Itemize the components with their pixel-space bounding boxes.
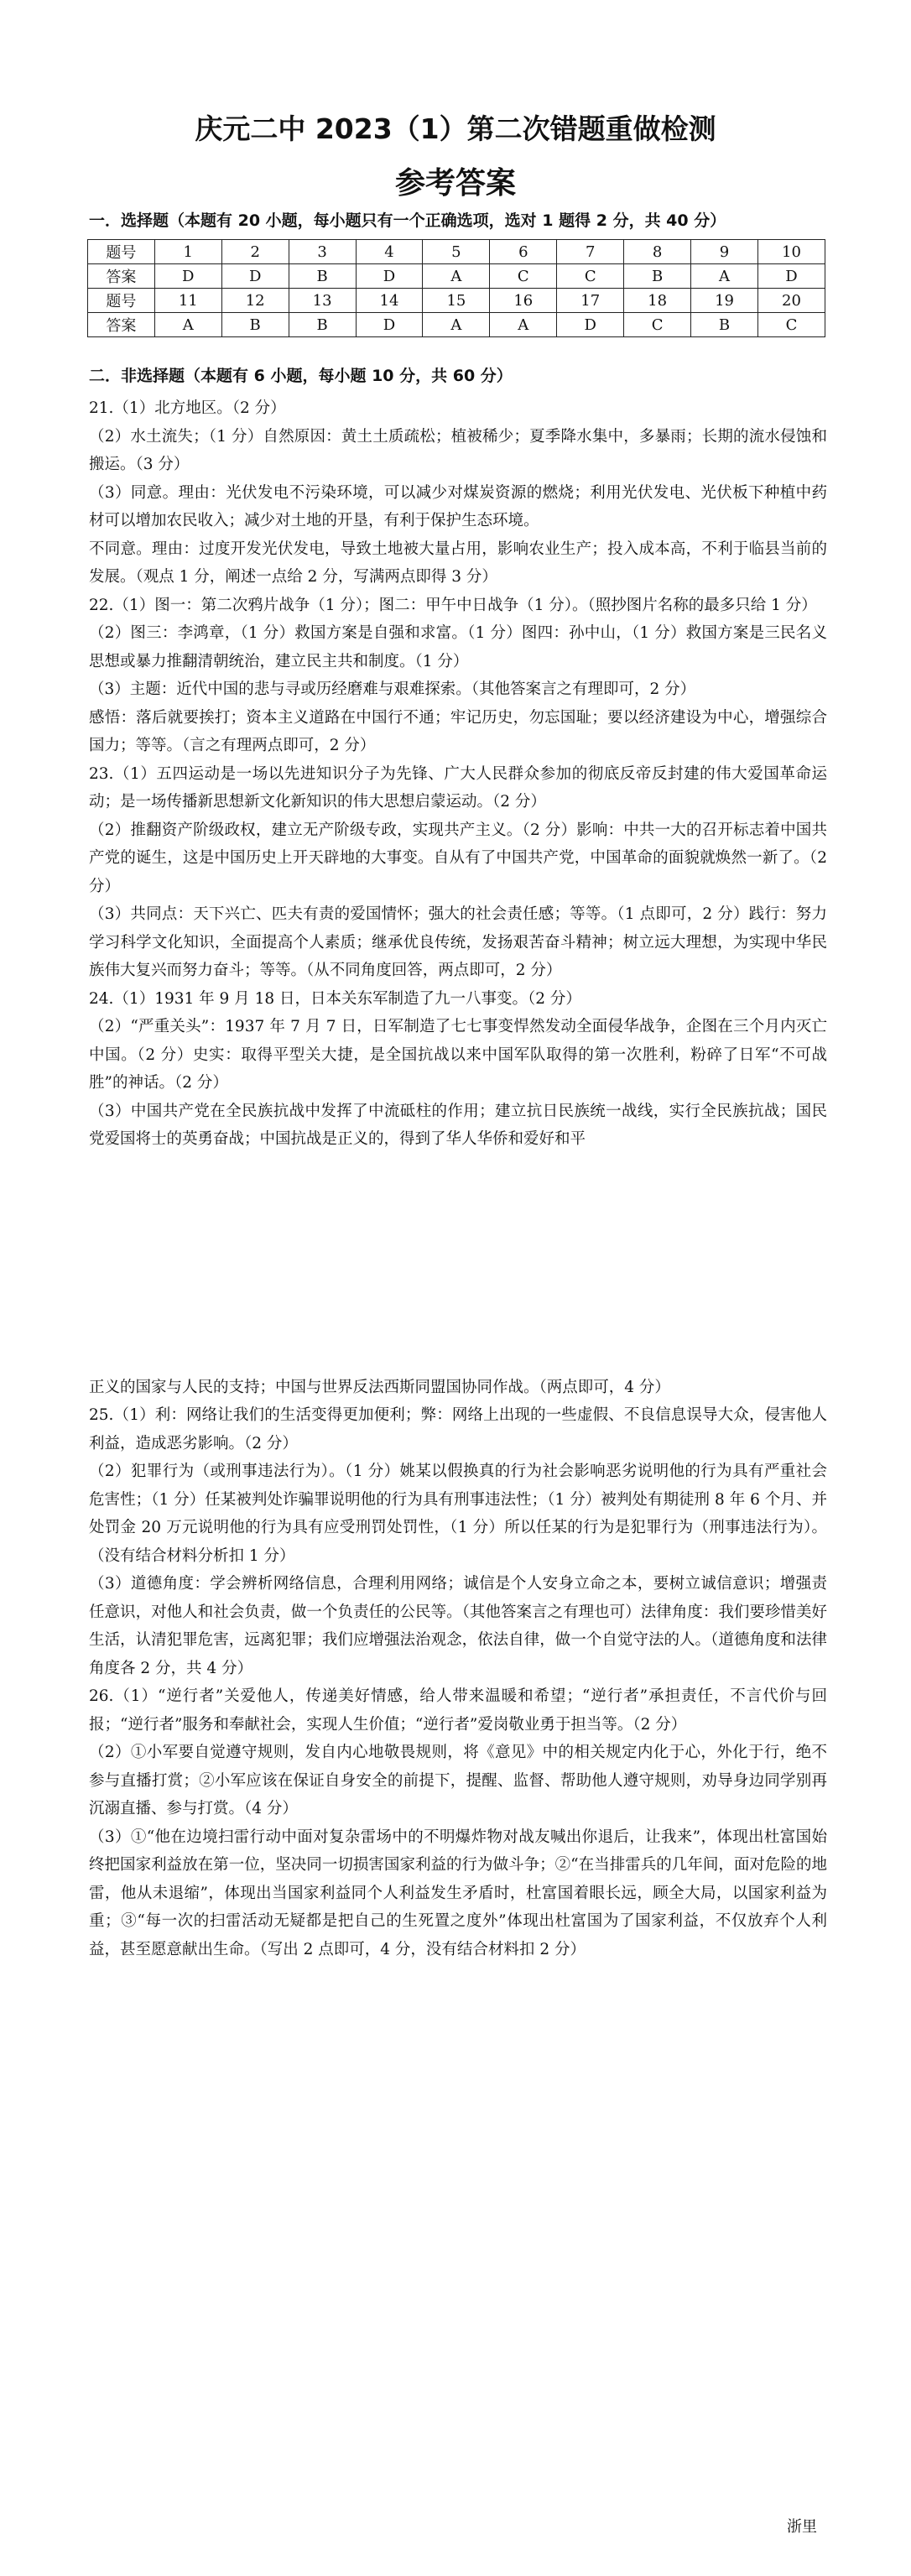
- paragraph: 不同意。理由：过度开发光伏发电，导致土地被大量占用，影响农业生产；投入成本高，不利于临县当前的发展。（观点 1 分，阐述一点给 2 分，写满两点即得 3 分）: [89, 540, 827, 586]
- table-cell: 18: [624, 289, 691, 313]
- table-cell: 3: [289, 240, 356, 264]
- table-cell: 9: [691, 240, 758, 264]
- paragraph: 感悟：落后就要挨打；资本主义道路在中国行不通；牢记历史，勿忘国耻；要以经济建设为中心，增强综合国力；等等。（言之有理两点即可，2 分）: [89, 708, 827, 754]
- paragraph: 23.（1）五四运动是一场以先进知识分子为先锋、广大人民群众参加的彻底反帝反封建的伟大爱国革命运动；是一场传播新思想新文化新知识的伟大思想启蒙运动。（2 分）: [89, 764, 827, 811]
- table-cell: 8: [624, 240, 691, 264]
- table-cell: 2: [221, 240, 289, 264]
- paragraph: （3）①“他在边境扫雷行动中面对复杂雷场中的不明爆炸物对战友喊出你退后，让我来”，体现出杜富国始终把国家利益放在第一位，坚决同一切损害国家利益的行为做斗争；②“在当排雷兵的几年间，面对危险的地雷，他从未退缩”，体现出当国家利益同个人利益发生矛盾时，杜富国着眼长远，顾全大局，以国家利益为重；③“每一次的扫雷活动无疑都是把自己的生死置之度外”体现出杜富国为了国家利益，不仅放弃个人利益，甚至愿意献出生命。（写出 2 点即可，4 分，没有结合材料扣 2 分）: [89, 1828, 827, 1958]
- table-cell: 6: [490, 240, 557, 264]
- table-cell: 5: [423, 240, 490, 264]
- table-cell: 16: [490, 289, 557, 313]
- table-cell: 14: [356, 289, 423, 313]
- table-cell: B: [691, 313, 758, 337]
- paragraph: （3）主题：近代中国的悲与寻或历经磨难与艰难探索。（其他答案言之有理即可，2 分）: [89, 681, 696, 698]
- table-cell: 题号: [88, 240, 155, 264]
- paragraph: （3）道德角度：学会辨析网络信息，合理利用网络；诚信是个人安身立命之本，要树立诚信意识；增强责任意识，对他人和社会负责，做一个负责任的公民等。（其他答案言之有理也可）法律角度：我们要珍惜美好生活，认清犯罪危害，远离犯罪；我们应增强法治观念，依法自律，做一个自觉守法的人。（道德角度和法律角度各 2 分，共 4 分）: [89, 1575, 827, 1677]
- paragraph: 25.（1）利：网络让我们的生活变得更加便利；弊：网络上出现的一些虚假、不良信息误导大众，侵害他人利益，造成恶劣影响。（2 分）: [89, 1406, 827, 1452]
- table-cell: D: [557, 313, 624, 337]
- paragraph: （2）推翻资产阶级政权，建立无产阶级专政，实现共产主义。（2 分）影响：中共一大的召开标志着中国共产党的诞生，这是中国历史上开天辟地的大事变。自从有了中国共产党，中国革命的面貌就焕然一新了。（2 分）: [89, 821, 827, 895]
- paragraph: （2）水土流失；（1 分）自然原因：黄土土质疏松；植被稀少；夏季降水集中，多暴雨；长期的流水侵蚀和搬运。（3 分）: [89, 427, 827, 473]
- table-cell: D: [356, 313, 423, 337]
- table-cell: 4: [356, 240, 423, 264]
- table-row: [88, 240, 825, 264]
- table-cell: 7: [557, 240, 624, 264]
- paragraph: 21.（1）北方地区。（2 分）: [89, 399, 286, 417]
- table-cell: 答案: [88, 313, 155, 337]
- paragraph: 22.（1）图一：第二次鸦片战争（1 分）；图二：甲午中日战争（1 分）。（照抄图片名称的最多只给 1 分）: [89, 596, 817, 614]
- table-cell: D: [221, 264, 289, 289]
- table-cell: 20: [757, 289, 825, 313]
- footer-mark: 浙里: [787, 2518, 817, 2536]
- table-cell: B: [221, 313, 289, 337]
- table-row: [88, 313, 825, 337]
- table-cell: 答案: [88, 264, 155, 289]
- paragraph: 正义的国家与人民的支持；中国与世界反法西斯同盟国协同作战。（两点即可，4 分）: [89, 1378, 670, 1396]
- paragraph: （2）犯罪行为（或刑事违法行为）。（1 分）姚某以假换真的行为社会影响恶劣说明他的行为具有严重社会危害性；（1 分）任某被判处诈骗罪说明他的行为具有刑事违法性；（1 分）被判处有期徒刑 8 年 6 个月、并处罚金 20 万元说明他的行为具有应受刑罚处罚性，（1 分）所以任某的行为是犯罪行为（刑事违法行为）。（没有结合材料分析扣 1 分）: [89, 1463, 827, 1565]
- section2-heading: 二．非选择题（本题有 6 小题，每小题 10 分，共 60 分）: [89, 367, 513, 385]
- answer-table: [87, 239, 825, 337]
- paragraph: （3）共同点：天下兴亡、匹夫有责的爱国情怀；强大的社会责任感；等等。（1 点即可，2 分）践行：努力学习科学文化知识，全面提高个人素质；继承优良传统，发扬艰苦奋斗精神；树立远大理想，为实现中华民族伟大复兴而努力奋斗；等等。（从不同角度回答，两点即可，2 分）: [89, 905, 827, 979]
- table-cell: 11: [154, 289, 221, 313]
- paragraph: （2）图三：李鸿章，（1 分）救国方案是自强和求富。（1 分）图四：孙中山，（1 分）救国方案是三民名义思想或暴力推翻清朝统治，建立民主共和制度。（1 分）: [89, 624, 827, 670]
- paragraph: （2）①小军要自觉遵守规则，发自内心地敬畏规则，将《意见》中的相关规定内化于心，外化于行，绝不参与直播打赏；②小军应该在保证自身安全的前提下，提醒、监督、帮助他人遵守规则，劝导身边同学别再沉溺直播、参与打赏。（4 分）: [89, 1744, 827, 1817]
- table-cell: B: [289, 313, 356, 337]
- table-cell: A: [423, 264, 490, 289]
- table-cell: 19: [691, 289, 758, 313]
- table-cell: 17: [557, 289, 624, 313]
- table-cell: A: [423, 313, 490, 337]
- paragraph: 24.（1）1931 年 9 月 18 日，日本关东军制造了九一八事变。（2 分）: [89, 989, 581, 1008]
- table-cell: C: [757, 313, 825, 337]
- table-cell: 12: [221, 289, 289, 313]
- table-cell: D: [154, 264, 221, 289]
- table-cell: D: [757, 264, 825, 289]
- table-cell: C: [557, 264, 624, 289]
- blank-gap: [89, 1154, 827, 1374]
- paragraph: （3）同意。理由：光伏发电不污染环境，可以减少对煤炭资源的燃烧；利用光伏发电、光伏板下种植中药材可以增加农民收入；减少对土地的开垦，有利于保护生态环境。: [89, 483, 827, 529]
- table-cell: C: [624, 313, 691, 337]
- paragraph: （3）中国共产党在全民族抗战中发挥了中流砥柱的作用；建立抗日民族统一战线，实行全民族抗战；国民党爱国将士的英勇奋战；中国抗战是正义的，得到了华人华侨和爱好和平: [89, 1102, 827, 1148]
- table-cell: B: [289, 264, 356, 289]
- table-cell: 15: [423, 289, 490, 313]
- table-cell: 题号: [88, 289, 155, 313]
- table-cell: A: [154, 313, 221, 337]
- table-cell: 10: [757, 240, 825, 264]
- table-cell: 13: [289, 289, 356, 313]
- paragraph: （2）“严重关头”：1937 年 7 月 7 日，日军制造了七七事变悍然发动全面侵华战争，企图在三个月内灭亡中国。（2 分）史实：取得平型关大捷，是全国抗战以来中国军队取得的第一次胜利，粉碎了日军“不可战胜”的神话。（2 分）: [89, 1018, 827, 1092]
- table-cell: A: [691, 264, 758, 289]
- table-row: [88, 289, 825, 313]
- answer-body: [89, 394, 827, 1963]
- table-cell: B: [624, 264, 691, 289]
- page-title: 庆元二中 2023（1）第二次错题重做检测: [195, 112, 716, 145]
- table-row: [88, 264, 825, 289]
- table-cell: A: [490, 313, 557, 337]
- table-cell: D: [356, 264, 423, 289]
- section1-heading: 一．选择题（本题有 20 小题，每小题只有一个正确选项，选对 1 题得 2 分，共 40 分）: [89, 211, 726, 230]
- paragraph: 26.（1）“逆行者”关爱他人，传递美好情感，给人带来温暖和希望；“逆行者”承担责任，不言代价与回报；“逆行者”服务和奉献社会，实现人生价值；“逆行者”爱岗敬业勇于担当等。（2 分）: [89, 1687, 827, 1734]
- table-cell: C: [490, 264, 557, 289]
- table-cell: 1: [154, 240, 221, 264]
- page-subtitle: 参考答案: [394, 166, 516, 201]
